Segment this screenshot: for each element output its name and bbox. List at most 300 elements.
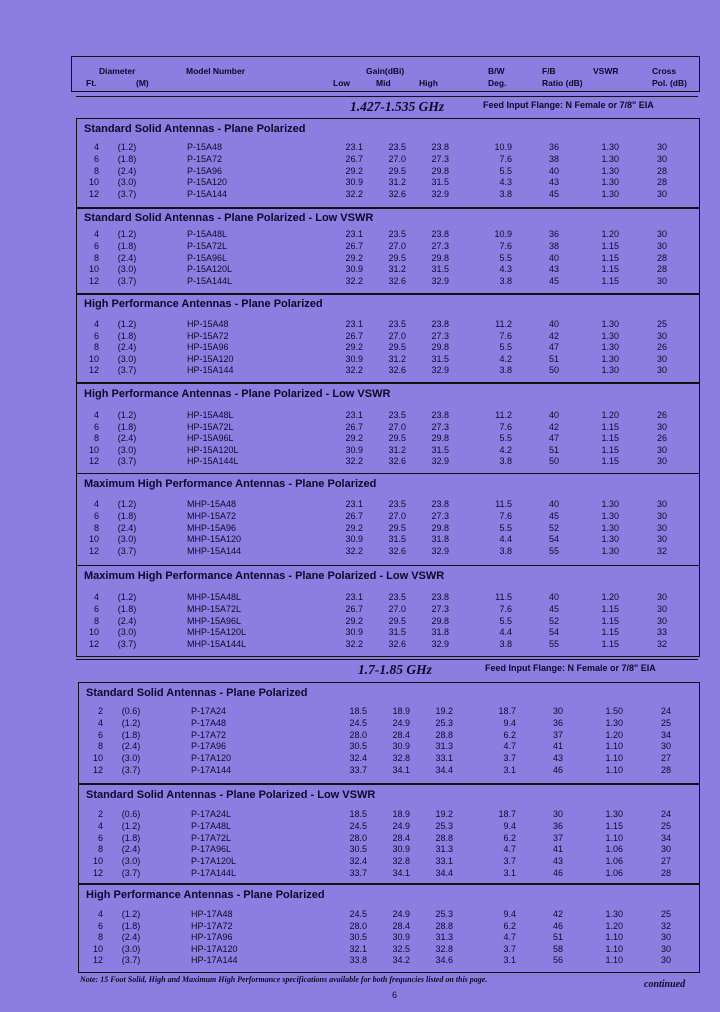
table-cell: 28 bbox=[656, 165, 667, 176]
table-cell: (1.2) bbox=[117, 142, 137, 152]
table-cell: 1.15 bbox=[601, 627, 619, 638]
table-cell: 40 bbox=[548, 410, 559, 420]
section-title: High Performance Antennas - Plane Polarized bbox=[84, 298, 323, 310]
table-cell: 26.7 bbox=[345, 510, 363, 521]
table-cell: 29.2 bbox=[345, 615, 363, 626]
table-cell: 1.30 bbox=[601, 534, 619, 545]
table-cell: 32.6 bbox=[388, 639, 406, 650]
table-cell: 29.2 bbox=[345, 252, 363, 263]
table-cell: 30 bbox=[552, 809, 563, 819]
table-cell: 27.3 bbox=[431, 421, 449, 432]
table-cell: 29.5 bbox=[388, 433, 406, 444]
table-cell: HP-15A96L bbox=[187, 433, 234, 444]
table-cell: 30 bbox=[656, 522, 667, 533]
table-cell: 45 bbox=[548, 510, 559, 521]
table-cell: 56 bbox=[552, 955, 563, 966]
table-cell: 30 bbox=[656, 189, 667, 200]
table-cell: 30 bbox=[656, 365, 667, 376]
table-cell: 1.15 bbox=[601, 276, 619, 287]
table-cell: 23.8 bbox=[431, 499, 449, 509]
table-cell: MHP-15A144 bbox=[187, 546, 242, 557]
table-row bbox=[77, 253, 695, 264]
table-cell: (3.0) bbox=[117, 444, 137, 455]
table-cell: 7.6 bbox=[499, 240, 512, 251]
table-cell: (3.7) bbox=[117, 639, 137, 650]
table-cell: HP-17A72 bbox=[191, 920, 233, 931]
continued-label: continued bbox=[644, 979, 686, 990]
table-cell: 32 bbox=[660, 920, 671, 931]
table-cell: 29.2 bbox=[345, 522, 363, 533]
table-cell: 25.3 bbox=[435, 717, 453, 728]
table-cell: 1.15 bbox=[601, 444, 619, 455]
table-cell: 26.7 bbox=[345, 153, 363, 164]
header-fb: F/B bbox=[542, 66, 556, 76]
table-cell: 6.2 bbox=[503, 832, 516, 843]
table-cell: 23.1 bbox=[345, 229, 363, 239]
table-cell: 31.2 bbox=[388, 353, 406, 364]
table-cell: 55 bbox=[548, 639, 559, 650]
table-cell: 32.9 bbox=[431, 276, 449, 287]
table-cell: 1.15 bbox=[605, 820, 623, 831]
table-cell: 30.9 bbox=[345, 177, 363, 188]
table-cell: 26.7 bbox=[345, 240, 363, 251]
table-cell: 46 bbox=[552, 765, 563, 775]
table-row bbox=[77, 422, 695, 433]
table-cell: MHP-15A120 bbox=[187, 534, 242, 545]
table-row bbox=[79, 868, 695, 879]
table-cell: 4.2 bbox=[499, 353, 512, 364]
table-row bbox=[79, 718, 695, 729]
table-cell: 54 bbox=[548, 534, 559, 545]
table-row bbox=[79, 821, 695, 832]
table-cell: (1.2) bbox=[117, 410, 137, 420]
table-row bbox=[77, 331, 695, 342]
table-cell: 28 bbox=[656, 252, 667, 263]
table-cell: 29.2 bbox=[345, 165, 363, 176]
table-cell: 2 bbox=[97, 809, 103, 819]
table-cell: 11.5 bbox=[495, 499, 512, 509]
table-cell: 10 bbox=[88, 627, 99, 638]
band-feed: Feed Input Flange: N Female or 7/8" EIA bbox=[485, 663, 656, 673]
table-row bbox=[79, 753, 695, 764]
header-mid: Mid bbox=[376, 78, 391, 88]
table-cell: (2.4) bbox=[121, 844, 141, 855]
table-cell: 6 bbox=[93, 510, 99, 521]
table-cell: 23.1 bbox=[345, 142, 363, 152]
table-cell: 32.5 bbox=[392, 943, 410, 954]
table-cell: 29.8 bbox=[431, 433, 449, 444]
table-row bbox=[77, 264, 695, 275]
table-cell: 12 bbox=[88, 639, 99, 650]
section-title: High Performance Antennas - Plane Polarized bbox=[86, 889, 325, 901]
table-cell: 28.0 bbox=[349, 729, 367, 740]
table-cell: 1.15 bbox=[601, 421, 619, 432]
table-cell: 18.9 bbox=[392, 809, 410, 819]
table-cell: 5.5 bbox=[499, 522, 512, 533]
table-cell: 10 bbox=[92, 943, 103, 954]
table-cell: 32 bbox=[656, 546, 667, 557]
table-row bbox=[77, 166, 695, 177]
table-cell: MHP-15A48 bbox=[187, 499, 237, 509]
table-row bbox=[77, 445, 695, 456]
table-cell: 1.30 bbox=[601, 353, 619, 364]
table-cell: 12 bbox=[88, 546, 99, 557]
table-cell: 27 bbox=[660, 753, 671, 764]
table-cell: 29.8 bbox=[431, 615, 449, 626]
header-model: Model Number bbox=[186, 66, 246, 76]
table-cell: 52 bbox=[548, 522, 559, 533]
table-cell: 23.5 bbox=[388, 410, 406, 420]
table-cell: 5.5 bbox=[499, 252, 512, 263]
table-cell: HP-15A96 bbox=[187, 342, 229, 353]
table-cell: 32.2 bbox=[345, 546, 363, 557]
table-cell: 32.1 bbox=[349, 943, 367, 954]
table-cell: 3.1 bbox=[503, 955, 516, 966]
table-cell: HP-15A120L bbox=[187, 444, 239, 455]
header-deg: Deg. bbox=[488, 78, 507, 88]
table-cell: 1.30 bbox=[601, 153, 619, 164]
table-cell: 1.15 bbox=[601, 264, 619, 275]
table-cell: 3.8 bbox=[499, 365, 512, 376]
table-cell: 25.3 bbox=[435, 820, 453, 831]
table-cell: 30.9 bbox=[345, 264, 363, 275]
table-cell: 25 bbox=[660, 909, 671, 919]
table-cell: HP-17A144 bbox=[191, 955, 238, 966]
antenna-section bbox=[76, 565, 700, 657]
table-cell: 4.7 bbox=[503, 844, 516, 855]
table-cell: 32.4 bbox=[349, 753, 367, 764]
table-cell: 31.3 bbox=[435, 932, 453, 943]
band-2 bbox=[76, 659, 698, 680]
section-title: Standard Solid Antennas - Plane Polarized bbox=[86, 687, 308, 699]
table-cell: 32.2 bbox=[345, 276, 363, 287]
table-row bbox=[77, 342, 695, 353]
table-cell: 24.9 bbox=[392, 909, 410, 919]
table-cell: HP-17A96 bbox=[191, 932, 233, 943]
table-cell: 27.3 bbox=[431, 240, 449, 251]
table-cell: 1.10 bbox=[605, 955, 623, 966]
table-cell: (1.8) bbox=[117, 330, 137, 341]
table-cell: (2.4) bbox=[117, 342, 137, 353]
table-cell: 8 bbox=[97, 741, 103, 752]
table-cell: MHP-15A96L bbox=[187, 615, 242, 626]
table-row bbox=[77, 546, 695, 557]
table-cell: 10 bbox=[88, 534, 99, 545]
band-frequency: 1.427-1.535 GHz bbox=[350, 99, 445, 114]
antenna-section bbox=[76, 293, 700, 383]
table-cell: 23.5 bbox=[388, 499, 406, 509]
table-row bbox=[77, 229, 695, 240]
table-cell: 30.9 bbox=[345, 353, 363, 364]
table-cell: 29.5 bbox=[388, 615, 406, 626]
table-cell: 1.20 bbox=[605, 920, 623, 931]
table-cell: 10.9 bbox=[494, 142, 512, 152]
table-cell: 32.9 bbox=[431, 456, 449, 467]
table-cell: 33 bbox=[656, 627, 667, 638]
table-cell: 27.3 bbox=[431, 510, 449, 521]
table-cell: 24.5 bbox=[349, 820, 367, 831]
table-cell: 10 bbox=[92, 856, 103, 867]
table-row bbox=[79, 944, 695, 955]
table-cell: 25 bbox=[660, 717, 671, 728]
table-cell: 30 bbox=[656, 603, 667, 614]
table-cell: 1.15 bbox=[601, 639, 619, 650]
table-cell: 28.8 bbox=[435, 920, 453, 931]
table-cell: 31.5 bbox=[388, 534, 406, 545]
table-cell: 24.5 bbox=[349, 717, 367, 728]
table-cell: 30 bbox=[660, 844, 671, 855]
table-row bbox=[77, 499, 695, 510]
table-row bbox=[77, 616, 695, 627]
table-cell: 30 bbox=[656, 229, 667, 239]
table-cell: 5.5 bbox=[499, 433, 512, 444]
table-row bbox=[77, 365, 695, 376]
table-cell: 3.7 bbox=[503, 856, 516, 867]
table-cell: 31.2 bbox=[388, 444, 406, 455]
table-cell: 12 bbox=[88, 276, 99, 287]
table-cell: 30 bbox=[660, 932, 671, 943]
table-cell: 31.5 bbox=[431, 353, 449, 364]
table-cell: 12 bbox=[88, 189, 99, 200]
table-cell: 23.5 bbox=[388, 592, 406, 602]
table-cell: 1.15 bbox=[601, 456, 619, 467]
table-row bbox=[77, 511, 695, 522]
table-cell: 43 bbox=[548, 264, 559, 275]
table-cell: 34 bbox=[660, 832, 671, 843]
table-row bbox=[77, 627, 695, 638]
header-ft: Ft. bbox=[86, 78, 97, 88]
table-cell: 40 bbox=[548, 252, 559, 263]
table-cell: 1.30 bbox=[601, 189, 619, 200]
table-cell: 28.0 bbox=[349, 920, 367, 931]
table-cell: (1.8) bbox=[117, 603, 137, 614]
table-cell: 27.0 bbox=[388, 510, 406, 521]
table-cell: 28.0 bbox=[349, 832, 367, 843]
table-cell: 3.8 bbox=[499, 189, 512, 200]
table-cell: (1.2) bbox=[117, 229, 137, 239]
table-cell: 31.3 bbox=[435, 844, 453, 855]
table-cell: 29.2 bbox=[345, 433, 363, 444]
table-cell: 31.5 bbox=[431, 177, 449, 188]
table-cell: 4.4 bbox=[499, 534, 512, 545]
table-cell: 27.3 bbox=[431, 153, 449, 164]
table-cell: 8 bbox=[97, 932, 103, 943]
table-cell: (3.0) bbox=[121, 856, 141, 867]
table-cell: 28 bbox=[660, 868, 671, 878]
table-cell: (3.7) bbox=[117, 189, 137, 200]
table-cell: 32.6 bbox=[388, 456, 406, 467]
table-cell: 12 bbox=[88, 365, 99, 376]
table-cell: 7.6 bbox=[499, 421, 512, 432]
table-cell: 1.10 bbox=[605, 943, 623, 954]
table-cell: 10 bbox=[88, 444, 99, 455]
table-cell: 51 bbox=[552, 932, 563, 943]
table-row bbox=[79, 844, 695, 855]
table-cell: 4.7 bbox=[503, 932, 516, 943]
table-cell: 5.5 bbox=[499, 615, 512, 626]
table-cell: 23.8 bbox=[431, 319, 449, 329]
band-feed: Feed Input Flange: N Female or 7/8" EIA bbox=[483, 100, 654, 110]
table-cell: (1.2) bbox=[121, 909, 141, 919]
table-cell: 12 bbox=[92, 765, 103, 775]
table-cell: 34.4 bbox=[435, 868, 453, 878]
table-cell: 32 bbox=[656, 639, 667, 650]
table-cell: 9.4 bbox=[503, 820, 516, 831]
table-cell: 10.9 bbox=[494, 229, 512, 239]
table-cell: 9.4 bbox=[503, 909, 516, 919]
table-cell: 29.5 bbox=[388, 252, 406, 263]
table-row bbox=[77, 189, 695, 200]
table-cell: (1.8) bbox=[117, 153, 137, 164]
header-pol: Pol. (dB) bbox=[652, 78, 687, 88]
table-cell: P-17A96 bbox=[191, 741, 227, 752]
table-cell: 38 bbox=[548, 153, 559, 164]
table-cell: 30 bbox=[656, 510, 667, 521]
table-cell: 5.5 bbox=[499, 342, 512, 353]
table-cell: 29.8 bbox=[431, 165, 449, 176]
table-cell: (3.7) bbox=[117, 365, 137, 376]
table-cell: 30 bbox=[656, 142, 667, 152]
table-cell: 6.2 bbox=[503, 729, 516, 740]
table-cell: 26.7 bbox=[345, 330, 363, 341]
table-cell: 32.6 bbox=[388, 189, 406, 200]
table-cell: 6 bbox=[97, 920, 103, 931]
table-cell: 1.30 bbox=[605, 909, 623, 919]
table-row bbox=[77, 639, 695, 650]
table-cell: MHP-15A120L bbox=[187, 627, 247, 638]
table-cell: 34.4 bbox=[435, 765, 453, 775]
table-cell: 40 bbox=[548, 165, 559, 176]
table-cell: (1.8) bbox=[117, 421, 137, 432]
section-title: High Performance Antennas - Plane Polarized - Low VSWR bbox=[84, 388, 391, 400]
table-cell: P-17A24 bbox=[191, 706, 227, 716]
table-row bbox=[77, 410, 695, 421]
header-low: Low bbox=[333, 78, 350, 88]
table-cell: (3.7) bbox=[121, 955, 141, 966]
header-diameter: Diameter bbox=[99, 66, 136, 76]
table-cell: 23.8 bbox=[431, 229, 449, 239]
table-row bbox=[77, 534, 695, 545]
table-cell: 30 bbox=[656, 353, 667, 364]
table-cell: 50 bbox=[548, 456, 559, 467]
table-cell: 1.15 bbox=[601, 433, 619, 444]
table-row bbox=[79, 955, 695, 966]
page-number: 6 bbox=[392, 990, 398, 1000]
table-cell: (1.8) bbox=[117, 510, 137, 521]
table-cell: 8 bbox=[93, 522, 99, 533]
table-cell: P-17A72 bbox=[191, 729, 227, 740]
table-cell: 34.2 bbox=[392, 955, 410, 966]
table-cell: 1.30 bbox=[601, 342, 619, 353]
table-cell: 40 bbox=[548, 319, 559, 329]
table-cell: 1.30 bbox=[601, 142, 619, 152]
table-row bbox=[77, 276, 695, 287]
table-cell: 46 bbox=[552, 920, 563, 931]
table-row bbox=[79, 932, 695, 943]
header-gain: Gain(dBi) bbox=[366, 66, 405, 76]
header-cross: Cross bbox=[652, 66, 677, 76]
table-cell: 23.1 bbox=[345, 319, 363, 329]
table-cell: MHP-15A144L bbox=[187, 639, 247, 650]
table-cell: (1.2) bbox=[117, 499, 137, 509]
table-cell: 45 bbox=[548, 276, 559, 287]
table-cell: (3.7) bbox=[121, 765, 141, 775]
table-cell: MHP-15A96 bbox=[187, 522, 237, 533]
table-cell: HP-17A48 bbox=[191, 909, 233, 919]
table-cell: 1.20 bbox=[601, 410, 619, 420]
table-cell: 4.3 bbox=[499, 177, 512, 188]
table-cell: (1.2) bbox=[117, 319, 137, 329]
table-cell: 23.8 bbox=[431, 142, 449, 152]
table-cell: 30.5 bbox=[349, 844, 367, 855]
table-cell: (3.7) bbox=[121, 868, 141, 878]
table-cell: (1.8) bbox=[117, 240, 137, 251]
table-cell: 32.6 bbox=[388, 276, 406, 287]
table-cell: 30.9 bbox=[392, 844, 410, 855]
table-cell: 29.5 bbox=[388, 165, 406, 176]
table-cell: 4.3 bbox=[499, 264, 512, 275]
table-cell: 10 bbox=[88, 353, 99, 364]
table-cell: 6 bbox=[93, 240, 99, 251]
band-frequency: 1.7-1.85 GHz bbox=[358, 662, 432, 677]
table-cell: P-15A48 bbox=[187, 142, 223, 152]
table-cell: 1.15 bbox=[601, 240, 619, 251]
table-cell: 32.9 bbox=[431, 189, 449, 200]
table-cell: 32.2 bbox=[345, 456, 363, 467]
table-cell: 31.3 bbox=[435, 741, 453, 752]
table-row bbox=[77, 241, 695, 252]
header-ratio: Ratio (dB) bbox=[542, 78, 583, 88]
antenna-section bbox=[78, 682, 700, 784]
table-cell: 1.30 bbox=[605, 809, 623, 819]
table-cell: 29.8 bbox=[431, 522, 449, 533]
table-cell: 1.30 bbox=[601, 522, 619, 533]
table-row bbox=[79, 706, 695, 717]
table-cell: 7.6 bbox=[499, 330, 512, 341]
table-row bbox=[79, 809, 695, 820]
table-cell: 31.2 bbox=[388, 264, 406, 275]
table-cell: 30 bbox=[656, 456, 667, 467]
table-cell: 19.2 bbox=[435, 706, 453, 716]
table-cell: 41 bbox=[552, 741, 563, 752]
table-cell: 30 bbox=[656, 534, 667, 545]
table-row bbox=[77, 604, 695, 615]
table-cell: 28.4 bbox=[392, 729, 410, 740]
footer-note: Note: 15 Foot Solid, High and Maximum High Performance specifications available for both frequncies listed on this page. bbox=[80, 975, 488, 984]
table-cell: 4.7 bbox=[503, 741, 516, 752]
table-cell: 1.20 bbox=[601, 592, 619, 602]
table-cell: (2.4) bbox=[121, 741, 141, 752]
table-cell: (2.4) bbox=[121, 932, 141, 943]
table-cell: 28.4 bbox=[392, 832, 410, 843]
table-cell: 55 bbox=[548, 546, 559, 557]
table-cell: 30 bbox=[660, 955, 671, 966]
table-cell: 30 bbox=[656, 330, 667, 341]
table-cell: 33.1 bbox=[435, 856, 453, 867]
table-cell: (1.2) bbox=[121, 717, 141, 728]
table-cell: (3.0) bbox=[117, 534, 137, 545]
table-cell: (1.8) bbox=[121, 920, 141, 931]
table-cell: 42 bbox=[548, 421, 559, 432]
table-cell: 6 bbox=[97, 832, 103, 843]
table-cell: P-17A48 bbox=[191, 717, 227, 728]
table-cell: (1.2) bbox=[117, 592, 137, 602]
table-cell: 7.6 bbox=[499, 603, 512, 614]
table-cell: 26 bbox=[656, 410, 667, 420]
table-cell: 6.2 bbox=[503, 920, 516, 931]
table-cell: 1.30 bbox=[601, 546, 619, 557]
table-cell: 32.8 bbox=[392, 753, 410, 764]
